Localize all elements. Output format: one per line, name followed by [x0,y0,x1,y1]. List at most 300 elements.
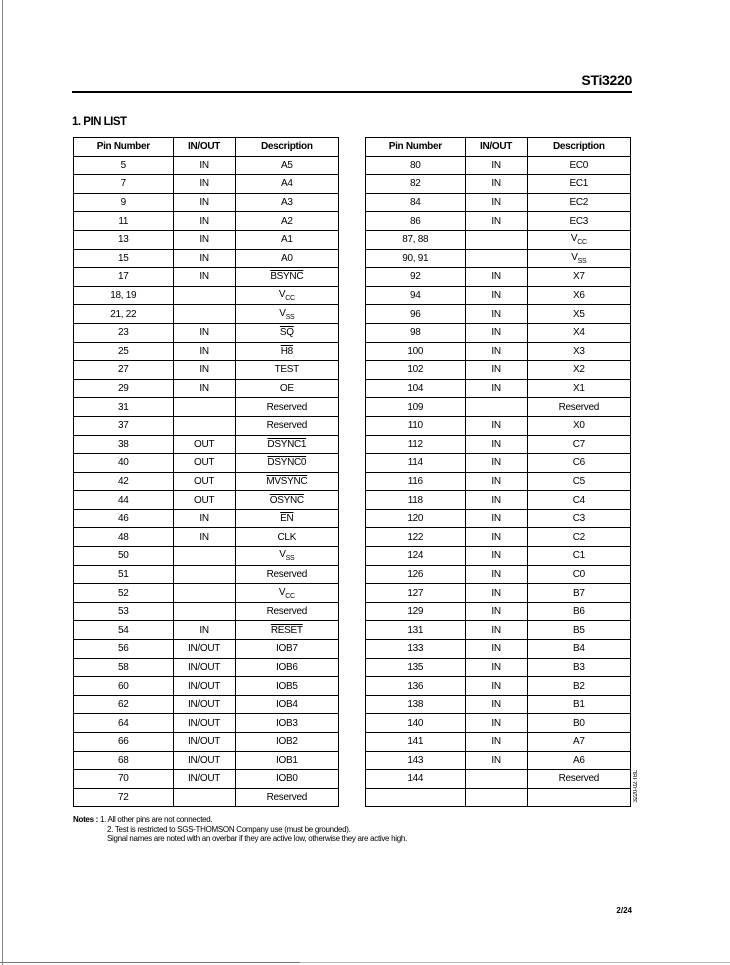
table-row [74,305,339,324]
cell-pin: 98 [366,323,466,342]
table-row [366,416,631,435]
cell-desc: C6 [527,454,630,473]
col-header-pin: Pin Number [74,138,174,157]
pin-table-right [365,137,631,807]
cell-io: IN [465,193,527,212]
table-row [366,714,631,733]
cell-desc: CLK [235,528,338,547]
cell-io: OUT [173,491,235,510]
cell-pin: 18, 19 [74,286,174,305]
cell-pin: 58 [74,658,174,677]
cell-desc: IOB4 [235,695,338,714]
cell-desc: Reserved [527,770,630,789]
cell-io: IN [173,156,235,175]
table-row [366,249,631,268]
cell-io: OUT [173,454,235,473]
cell-io: IN [465,509,527,528]
cell-desc: $V_{CC}$ [235,286,338,305]
cell-pin: 131 [366,621,466,640]
cell-desc: $\overline{EN}$ [235,509,338,528]
cell-desc: EC0 [527,156,630,175]
cell-pin: 60 [74,677,174,696]
cell-desc: DSYNC1 [235,435,338,454]
table-row [74,286,339,305]
table-row [366,398,631,417]
cell-io: IN [173,175,235,194]
cell-io: IN [465,379,527,398]
cell-pin: 118 [366,491,466,510]
table-row [74,788,339,807]
section-title: 1. PIN LIST [72,116,127,128]
table-row [366,454,631,473]
cell-io: IN/OUT [173,677,235,696]
pin-table-left [73,137,339,807]
cell-io: IN [465,156,527,175]
table-row [74,602,339,621]
cell-desc: MVSYNC [235,472,338,491]
table-row [74,621,339,640]
cell-pin: 50 [74,547,174,566]
table-row [74,565,339,584]
cell-desc: C3 [527,509,630,528]
cell-pin: 70 [74,770,174,789]
table-row [74,658,339,677]
cell-pin: 92 [366,268,466,287]
table-row [366,193,631,212]
table-row [366,528,631,547]
cell-pin: 37 [74,416,174,435]
table-row [366,175,631,194]
cell-io: IN [465,528,527,547]
table-row [366,379,631,398]
note-3: Signal names are noted with an overbar if they are active low, otherwise they are active high. [107,834,407,843]
table-row [366,695,631,714]
cell-io: IN [173,342,235,361]
cell-pin: 48 [74,528,174,547]
cell-pin: 29 [74,379,174,398]
cell-pin: 17 [74,268,174,287]
cell-io [173,547,235,566]
cell-pin: 96 [366,305,466,324]
table-row [74,268,339,287]
cell-pin: 38 [74,435,174,454]
cell-pin: 66 [74,733,174,752]
cell-pin: 94 [366,286,466,305]
cell-pin: 13 [74,230,174,249]
cell-desc: B4 [527,640,630,659]
table-row [74,342,339,361]
cell-io: IN [173,528,235,547]
cell-io [173,602,235,621]
cell-io: IN [173,230,235,249]
cell-desc: X0 [527,416,630,435]
cell-pin [366,788,466,807]
cell-io: IN [173,193,235,212]
table-row [366,268,631,287]
cell-pin: 140 [366,714,466,733]
page-edge-bottom-light [300,962,730,963]
col-header-io: IN/OUT [173,138,235,157]
cell-io: IN [465,640,527,659]
cell-io: IN [465,547,527,566]
cell-pin: 44 [74,491,174,510]
cell-io: IN [465,175,527,194]
table-row [366,584,631,603]
cell-desc: $V_{SS}$ [235,305,338,324]
cell-io: IN [465,416,527,435]
cell-desc: A4 [235,175,338,194]
cell-pin: 9 [74,193,174,212]
cell-desc: IOB3 [235,714,338,733]
cell-io: IN [465,751,527,770]
cell-pin: 112 [366,435,466,454]
cell-io: IN [465,621,527,640]
cell-desc: IOB0 [235,770,338,789]
table-row [366,212,631,231]
table-row [366,751,631,770]
table-row [74,212,339,231]
cell-desc: X5 [527,305,630,324]
table-row [366,156,631,175]
table-header-row [366,138,631,157]
cell-desc: C4 [527,491,630,510]
cell-io [465,249,527,268]
cell-pin: 129 [366,602,466,621]
cell-io: IN [465,435,527,454]
cell-desc: C1 [527,547,630,566]
table-row [366,602,631,621]
cell-pin: 122 [366,528,466,547]
cell-pin: 25 [74,342,174,361]
cell-io [173,398,235,417]
cell-io: IN/OUT [173,695,235,714]
table-row [74,509,339,528]
cell-desc: Reserved [235,416,338,435]
table-row [74,770,339,789]
table-row [366,491,631,510]
cell-desc: $V_{CC}$ [235,584,338,603]
table-row [366,547,631,566]
table-row [366,770,631,789]
table-row [366,323,631,342]
table-row [366,733,631,752]
table-row [366,509,631,528]
cell-io: IN [465,342,527,361]
table-row [74,361,339,380]
cell-pin: 53 [74,602,174,621]
table-row [74,398,339,417]
table-row [74,528,339,547]
cell-desc: Reserved [235,788,338,807]
cell-desc: BSYNC [235,268,338,287]
table-row [74,472,339,491]
cell-desc: C5 [527,472,630,491]
cell-pin: 124 [366,547,466,566]
cell-desc: A6 [527,751,630,770]
cell-io [173,416,235,435]
cell-desc: RESET [235,621,338,640]
table-row [74,677,339,696]
cell-desc: X7 [527,268,630,287]
table-row [74,379,339,398]
cell-desc: OE [235,379,338,398]
cell-io: IN [173,268,235,287]
table-row [74,454,339,473]
cell-pin: 7 [74,175,174,194]
cell-io [173,286,235,305]
col-header-desc: Description [235,138,338,157]
table-row [74,547,339,566]
cell-desc: X3 [527,342,630,361]
cell-pin: 27 [74,361,174,380]
cell-io: OUT [173,472,235,491]
table-reference-code: 3220-02.TBL [633,770,639,803]
cell-io: IN/OUT [173,658,235,677]
table-row [366,230,631,249]
col-header-pin: Pin Number [366,138,466,157]
cell-desc: A2 [235,212,338,231]
header-rule [72,91,632,93]
cell-pin: 62 [74,695,174,714]
table-row [74,491,339,510]
cell-io: IN [465,472,527,491]
cell-io: IN [173,509,235,528]
cell-io: OUT [173,435,235,454]
cell-desc: X2 [527,361,630,380]
cell-pin: 143 [366,751,466,770]
cell-pin: 82 [366,175,466,194]
cell-io: IN [465,305,527,324]
cell-pin: 104 [366,379,466,398]
table-row [74,714,339,733]
cell-pin: 144 [366,770,466,789]
cell-pin: 23 [74,323,174,342]
cell-desc: $V_{CC}$ [527,230,630,249]
cell-desc: $\overline{SQ}$ [235,323,338,342]
cell-io: IN [173,249,235,268]
cell-desc: C7 [527,435,630,454]
cell-io [465,230,527,249]
cell-desc: A3 [235,193,338,212]
cell-io [465,788,527,807]
cell-pin: 138 [366,695,466,714]
cell-desc: Reserved [235,602,338,621]
cell-pin: 135 [366,658,466,677]
cell-desc: C2 [527,528,630,547]
cell-io: IN [465,602,527,621]
cell-pin: 68 [74,751,174,770]
table-row [366,342,631,361]
cell-io [465,398,527,417]
table-row [366,435,631,454]
cell-io: IN [465,454,527,473]
page-edge-left [2,0,3,965]
cell-pin: 72 [74,788,174,807]
cell-desc: OSYNC [235,491,338,510]
notes-label: Notes : [73,815,99,824]
cell-io: IN [173,323,235,342]
cell-pin: 54 [74,621,174,640]
cell-pin: 5 [74,156,174,175]
cell-io: IN [465,584,527,603]
table-row [74,193,339,212]
table-row [74,733,339,752]
table-row [74,249,339,268]
cell-io: IN [465,565,527,584]
cell-pin: 64 [74,714,174,733]
table-row [366,658,631,677]
cell-io: IN [465,695,527,714]
cell-io: IN [465,212,527,231]
cell-io: IN [465,714,527,733]
cell-desc: IOB1 [235,751,338,770]
cell-desc: DSYNC0 [235,454,338,473]
cell-pin: 21, 22 [74,305,174,324]
table-row [74,751,339,770]
cell-io: IN [173,379,235,398]
cell-desc: A5 [235,156,338,175]
cell-pin: 109 [366,398,466,417]
cell-io: IN [465,733,527,752]
cell-io [173,565,235,584]
cell-desc: Reserved [235,565,338,584]
cell-pin: 100 [366,342,466,361]
cell-desc: B6 [527,602,630,621]
cell-desc: B2 [527,677,630,696]
cell-desc: $V_{SS}$ [527,249,630,268]
note-2: 2. Test is restricted to SGS-THOMSON Company use (must be grounded). [107,824,351,834]
cell-io: IN/OUT [173,733,235,752]
cell-io [173,788,235,807]
cell-pin: 15 [74,249,174,268]
cell-desc: X6 [527,286,630,305]
cell-io [173,584,235,603]
document-title: STi3220 [581,72,632,88]
cell-pin: 110 [366,416,466,435]
table-row [366,472,631,491]
col-header-desc: Description [527,138,630,157]
cell-io: IN [465,658,527,677]
cell-pin: 56 [74,640,174,659]
table-row [366,788,631,807]
note-1: 1. All other pins are not connected. [99,815,213,824]
cell-pin: 136 [366,677,466,696]
cell-pin: 51 [74,565,174,584]
notes-block [73,815,407,844]
cell-desc: IOB2 [235,733,338,752]
cell-desc: TEST [235,361,338,380]
cell-desc: B0 [527,714,630,733]
cell-io: IN [465,268,527,287]
cell-io: IN [465,323,527,342]
table-row [366,640,631,659]
cell-pin: 90, 91 [366,249,466,268]
table-row [74,323,339,342]
cell-desc: IOB7 [235,640,338,659]
table-row [74,435,339,454]
table-row [74,156,339,175]
cell-desc: IOB6 [235,658,338,677]
table-row [74,584,339,603]
cell-io: IN/OUT [173,714,235,733]
table-row [74,640,339,659]
cell-pin: 11 [74,212,174,231]
cell-pin: 127 [366,584,466,603]
page-edge-bottom [0,962,300,963]
cell-desc: A0 [235,249,338,268]
cell-desc: B3 [527,658,630,677]
table-row [74,175,339,194]
cell-pin: 116 [366,472,466,491]
cell-pin: 46 [74,509,174,528]
cell-io [173,305,235,324]
cell-io [465,770,527,789]
cell-desc: B7 [527,584,630,603]
cell-pin: 102 [366,361,466,380]
cell-desc: Reserved [527,398,630,417]
cell-desc: B1 [527,695,630,714]
cell-desc: A1 [235,230,338,249]
cell-desc: Reserved [235,398,338,417]
table-row [366,286,631,305]
cell-pin: 84 [366,193,466,212]
cell-io: IN/OUT [173,751,235,770]
page-number: 2/24 [616,906,632,915]
col-header-io: IN/OUT [465,138,527,157]
table-row [366,565,631,584]
cell-desc: EC2 [527,193,630,212]
table-row [74,695,339,714]
cell-pin: 31 [74,398,174,417]
cell-io: IN [173,361,235,380]
cell-io: IN [173,621,235,640]
table-row [366,305,631,324]
cell-desc: B5 [527,621,630,640]
table-header-row [74,138,339,157]
cell-io: IN [173,212,235,231]
cell-io: IN/OUT [173,770,235,789]
table-row [74,416,339,435]
table-row [366,361,631,380]
cell-desc: X4 [527,323,630,342]
cell-pin: 120 [366,509,466,528]
cell-desc: EC1 [527,175,630,194]
cell-pin: 87, 88 [366,230,466,249]
cell-io: IN [465,361,527,380]
cell-pin: 80 [366,156,466,175]
cell-desc: H8 [235,342,338,361]
table-row [366,621,631,640]
cell-pin: 86 [366,212,466,231]
cell-pin: 42 [74,472,174,491]
cell-pin: 126 [366,565,466,584]
cell-pin: 133 [366,640,466,659]
cell-pin: 52 [74,584,174,603]
cell-desc: X1 [527,379,630,398]
cell-desc: A7 [527,733,630,752]
cell-pin: 141 [366,733,466,752]
cell-pin: 114 [366,454,466,473]
table-row [74,230,339,249]
table-row [366,677,631,696]
cell-pin: 40 [74,454,174,473]
cell-desc: C0 [527,565,630,584]
cell-desc: EC3 [527,212,630,231]
cell-desc [527,788,630,807]
cell-io: IN/OUT [173,640,235,659]
cell-io: IN [465,491,527,510]
cell-desc: $V_{SS}$ [235,547,338,566]
